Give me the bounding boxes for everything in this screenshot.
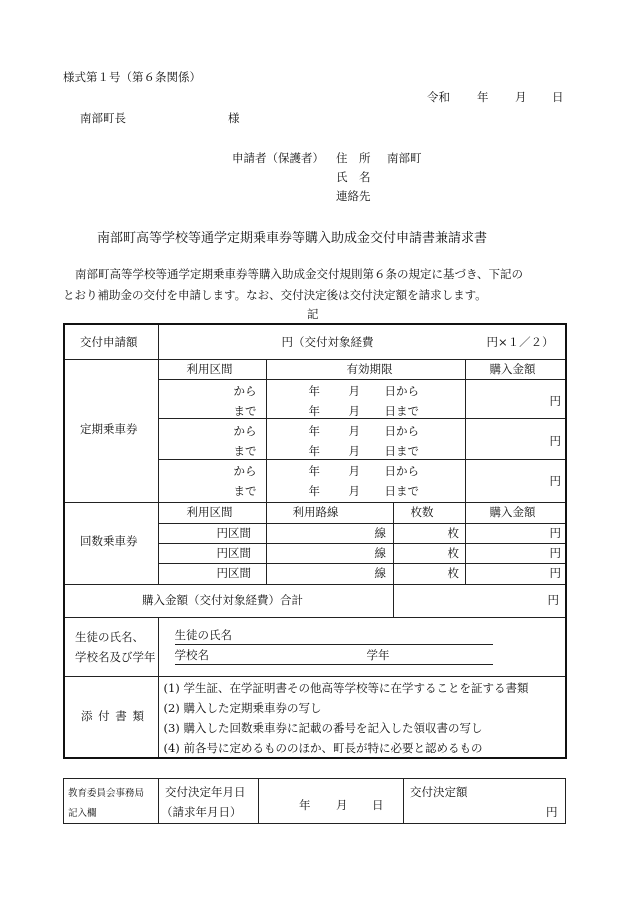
row3a-day: 日から: [384, 464, 419, 479]
office-use-table: [63, 778, 566, 824]
addressee-name: 南部町長: [80, 111, 126, 125]
coupon-r3-line[interactable]: [266, 564, 393, 584]
office-label-1: 教育委員会事務局: [68, 788, 145, 799]
coupon-r1-count-text: 枚: [447, 525, 459, 540]
row3b-year: 年: [308, 484, 320, 499]
office-month: 月: [336, 798, 348, 812]
body-text-line2: とおり補助金の交付を申請します。なお、交付決定後は交付決定額を請求します。: [63, 288, 487, 302]
row1a-month: 月: [348, 384, 360, 399]
amount-label-cell: [64, 324, 158, 360]
form-number: 様式第１号（第６条関係）: [63, 70, 201, 84]
coupon-r3-count[interactable]: [393, 564, 465, 584]
addressee-honorific: 様: [228, 111, 240, 125]
coupon-label: 回数乗車券: [80, 534, 138, 549]
attach-item-4: (4) 前各号に定めるもののほか、町長が特に必要と認めるもの: [163, 740, 483, 755]
attach-label-cell: [64, 676, 158, 758]
office-label-cell: [64, 779, 159, 824]
amount-text: 円（交付対象経費: [281, 335, 374, 349]
commuter-amount-col[interactable]: [465, 360, 566, 503]
office-year: 年: [299, 798, 311, 812]
decision-amount-cell[interactable]: [404, 779, 566, 824]
row1-made: まで: [233, 404, 257, 419]
coupon-r1-line[interactable]: [266, 523, 393, 543]
address-value: 南部町: [387, 151, 422, 165]
document-title: 南部町高等学校等通学定期乗車券等購入助成金交付申請書兼請求書: [97, 231, 488, 246]
coupon-r2-count-text: 枚: [447, 546, 459, 561]
coupon-r1-amount[interactable]: [465, 523, 566, 543]
attach-item-3: (3) 購入した回数乗車券に記載の番号を記入した領収書の写し: [163, 720, 483, 735]
coupon-r1-line-text: 線: [374, 525, 386, 540]
row2a-year: 年: [308, 424, 320, 439]
total-label: 購入金額（交付対象経費）合計: [142, 592, 303, 607]
row1a-year: 年: [308, 384, 320, 399]
coupon-r2-amount[interactable]: [465, 544, 566, 564]
total-amount-cell[interactable]: [393, 584, 566, 617]
commuter-validity-col[interactable]: [266, 360, 465, 503]
commuter-header-validity: 有効期限: [346, 362, 393, 377]
office-label-2: 記入欄: [68, 808, 97, 819]
coupon-r2-count[interactable]: [393, 544, 465, 564]
name-label: 氏 名: [336, 170, 371, 184]
commuter-section-col[interactable]: [158, 360, 266, 503]
coupon-r3-line-text: 線: [374, 566, 386, 581]
row3-kara: から: [233, 464, 257, 479]
coupon-r3-section[interactable]: [158, 564, 266, 584]
student-label-2: 学校名及び学年: [75, 649, 156, 664]
commuter-header-amount: 購入金額: [489, 362, 536, 377]
row2b-day: 日まで: [384, 444, 419, 459]
row3a-year: 年: [308, 464, 320, 479]
date-month: 月: [515, 90, 527, 104]
coupon-r1-yen: 円: [549, 525, 561, 540]
attach-item-1: (1) 学生証、在学証明書その他高等学校等に在学することを証する書類: [163, 680, 529, 695]
attach-item-2: (2) 購入した定期乗車券の写し: [163, 700, 322, 715]
row2-yen: 円: [549, 434, 561, 449]
coupon-r2-section[interactable]: [158, 544, 266, 564]
date-day: 日: [552, 90, 564, 104]
address-label: 住 所: [336, 151, 371, 165]
student-name-label: 生徒の氏名: [174, 627, 232, 642]
student-label-cell: [64, 617, 158, 676]
row2a-month: 月: [348, 424, 360, 439]
coupon-r3-yen: 円: [549, 566, 561, 581]
decision-amount-label: 交付決定額: [410, 785, 468, 799]
school-name-label: 学校名: [174, 647, 209, 662]
coupon-r1-count[interactable]: [393, 523, 465, 543]
total-yen: 円: [547, 592, 559, 607]
coupon-r2-line[interactable]: [266, 544, 393, 564]
date-era: 令和: [427, 90, 450, 104]
decision-date-label-cell: [159, 779, 259, 824]
total-label-cell: [64, 584, 393, 617]
row3a-month: 月: [348, 464, 360, 479]
student-name-line[interactable]: [175, 644, 493, 645]
row1-yen: 円: [549, 394, 561, 409]
amount-label: 交付申請額: [80, 335, 138, 349]
coupon-header-line: 利用路線: [292, 505, 339, 520]
row1b-month: 月: [348, 404, 360, 419]
row1b-year: 年: [308, 404, 320, 419]
student-info-cell[interactable]: [158, 617, 566, 676]
coupon-label-cell: [64, 503, 158, 585]
coupon-r3-amount[interactable]: [465, 564, 566, 584]
amount-cell[interactable]: [158, 324, 566, 360]
row2a-day: 日から: [384, 424, 419, 439]
row3b-day: 日まで: [384, 484, 419, 499]
coupon-r1-section-text: 円区間: [216, 525, 251, 540]
ki-label: 記: [307, 307, 319, 321]
application-table: [63, 323, 567, 759]
attach-list-cell: [158, 676, 566, 758]
decision-amount-yen: 円: [546, 805, 558, 819]
body-text-line1: 南部町高等学校等通学定期乗車券等購入助成金交付規則第６条の規定に基づき、下記の: [75, 267, 524, 281]
office-day: 日: [372, 798, 384, 812]
coupon-header-count: 枚数: [410, 505, 434, 520]
row3-made: まで: [233, 484, 257, 499]
student-label-1: 生徒の氏名、: [75, 629, 144, 644]
commuter-header-section: 利用区間: [186, 362, 233, 377]
row2b-month: 月: [348, 444, 360, 459]
row2b-year: 年: [308, 444, 320, 459]
row1-kara: から: [233, 384, 257, 399]
row3-yen: 円: [549, 474, 561, 489]
row2-kara: から: [233, 424, 257, 439]
row2-made: まで: [233, 444, 257, 459]
grade-label: 学年: [366, 647, 390, 662]
amount-ratio: 円×１／２）: [486, 335, 554, 349]
row1a-day: 日から: [384, 384, 419, 399]
coupon-r3-count-text: 枚: [447, 566, 459, 581]
commuter-label-cell: [64, 360, 158, 503]
coupon-r3-section-text: 円区間: [216, 566, 251, 581]
decision-date-label-1: 交付決定年月日: [165, 785, 246, 799]
decision-date-cell[interactable]: [259, 779, 404, 824]
coupon-header-section: 利用区間: [186, 505, 233, 520]
coupon-header-amount: 購入金額: [489, 505, 536, 520]
coupon-r2-line-text: 線: [374, 546, 386, 561]
applicant-label: 申請者（保護者）: [232, 151, 324, 165]
row3b-month: 月: [348, 484, 360, 499]
commuter-label: 定期乗車券: [80, 422, 138, 437]
coupon-r2-section-text: 円区間: [216, 546, 251, 561]
date-year: 年: [477, 90, 489, 104]
attach-label: 添 付 書 類: [81, 708, 145, 723]
decision-date-label-2: （請求年月日）: [161, 805, 242, 819]
row1b-day: 日まで: [384, 404, 419, 419]
coupon-r1-section[interactable]: [158, 523, 266, 543]
coupon-r2-yen: 円: [549, 546, 561, 561]
contact-label: 連絡先: [336, 189, 371, 203]
school-name-line[interactable]: [175, 664, 493, 665]
